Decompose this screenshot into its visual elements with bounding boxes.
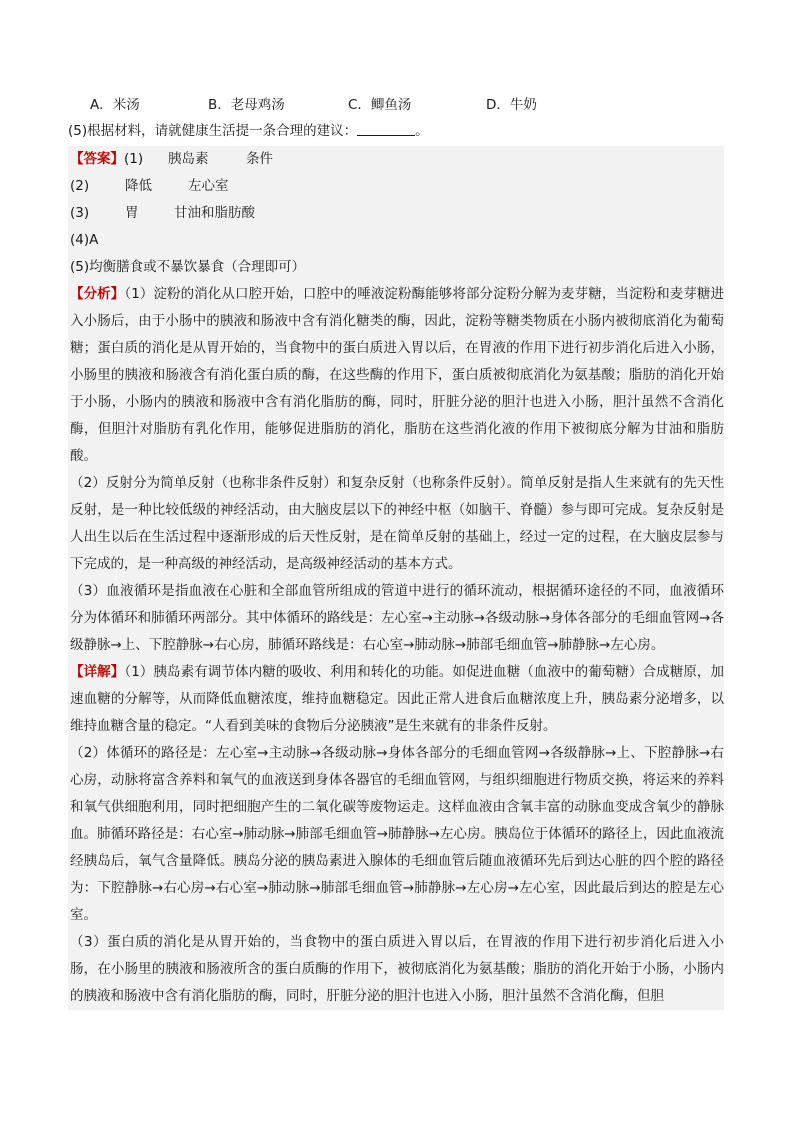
analysis-text-3: （3）血液循环是指血液在心脏和全部血管所组成的管道中进行的循环流动，根据循环途径的不同，血液循环分为体循环和肺循环两部分。其中体循环的路线是：左心室→主动脉→各级动脉→身体各部分的毛细血管网→各级静脉→上、下腔静脉→右心房，肺循环路线是：右心室→肺动脉→肺部毛细血管→肺静脉→左心房。	[70, 583, 724, 653]
answer-row-1	[70, 146, 724, 173]
answer-1-num: (1)	[124, 151, 144, 167]
answer-5-num: (5)	[70, 259, 90, 275]
detail-text-3: （3）蛋白质的消化是从胃开始的，当食物中的蛋白质进入胃以后，在胃液的作用下进行初步消化后进入小肠，在小肠里的胰液和肠液所含的蛋白质酶的作用下，被彻底消化为氨基酸；脂肪的消化开始于小肠，小肠内的胰液和肠液中含有消化脂肪的酶，同时，肝脏分泌的胆汁也进入小肠，胆汁虽然不含消化酶，但胆	[70, 934, 724, 1004]
answer-blank	[357, 121, 415, 136]
document-page	[68, 92, 724, 1010]
answer-3-num: (3)	[70, 205, 90, 221]
answer-4: (4)A	[70, 232, 99, 248]
question-5-text: (5)根据材料，请就健康生活提一条合理的建议：	[68, 123, 358, 139]
answer-2-a: 降低	[125, 178, 152, 194]
analysis-text-1: （1）淀粉的消化从口腔开始，口腔中的唾液淀粉酶能够将部分淀粉分解为麦芽糖，当淀粉和麦芽糖进入小肠后，由于小肠中的胰液和肠液中含有消化糖类的酶，因此，淀粉等糖类物质在小肠内被彻底消化为葡萄糖；蛋白质的消化是从胃开始的，当食物中的蛋白质进入胃以后，在胃液的作用下进行初步消化后进入小肠，小肠里的胰液和肠液含有消化蛋白质的酶，在这些酶的作用下，蛋白质被彻底消化为氨基酸；脂肪的消化开始于小肠，小肠内的胰液和肠液中含有消化脂肪的酶，同时，肝脏分泌的胆汁也进入小肠，胆汁虽然不含消化酶，但胆汁对脂肪有乳化作用，能够促进脂肪的消化，脂肪在这些消化液的作用下被彻底分解为甘油和脂肪酸。	[70, 286, 725, 464]
analysis-para-1	[70, 281, 724, 470]
analysis-text-2: （2）反射分为简单反射（也称非条件反射）和复杂反射（也称条件反射）。简单反射是指人生来就有的先天性反射，是一种比较低级的神经活动，由大脑皮层以下的神经中枢（如脑干、脊髓）参与即可完成。复杂反射是人出生以后在生活过程中逐渐形成的后天性反射，是在简单反射的基础上，经过一定的过程，在大脑皮层参与下完成的，是一种高级的神经活动，是高级神经活动的基本方式。	[70, 475, 724, 572]
option-d: D．牛奶	[486, 97, 537, 113]
detail-para-3	[70, 929, 724, 1010]
question-5-end: 。	[415, 123, 429, 139]
option-b: B．老母鸡汤	[208, 97, 285, 113]
answer-row-4	[70, 227, 724, 254]
detail-para-2	[70, 740, 724, 929]
answer-section	[68, 146, 724, 1010]
analysis-tag: 【分析】	[70, 286, 125, 302]
detail-para-1	[70, 659, 724, 740]
analysis-para-2	[70, 470, 724, 578]
analysis-para-3	[70, 578, 724, 659]
answer-row-5	[70, 254, 724, 281]
choice-options	[68, 92, 724, 118]
answer-5-text: 均衡膳食或不暴饮暴食（合理即可）	[89, 259, 306, 275]
detail-text-2: （2）体循环的路径是：左心室→主动脉→各级动脉→身体各部分的毛细血管网→各级静脉→上、下腔静脉→右心房，动脉将富含养料和氧气的血液送到身体各器官的毛细血管网，与组织细胞进行物质交换，将运来的养料和氧气供细胞利用，同时把细胞产生的二氧化碳等废物运走。这样血液由含氧丰富的动脉血变成含氧少的静脉血。肺循环路径是：右心室→肺动脉→肺部毛细血管→肺静脉→左心房。胰岛位于体循环的路径上，因此血液流经胰岛后，氧气含量降低。胰岛分泌的胰岛素进入腺体的毛细血管后随血液循环先后到达心脏的四个腔的路径为：下腔静脉→右心房→右心室→肺动脉→肺部毛细血管→肺静脉→左心房→左心室，因此最后到达的腔是左心室。	[70, 745, 724, 923]
answer-2-num: (2)	[70, 178, 90, 194]
option-c: C．鲫鱼汤	[348, 97, 412, 113]
answer-3-a: 胃	[125, 205, 139, 221]
detail-text-1: （1）胰岛素有调节体内糖的吸收、利用和转化的功能。如促进血糖（血液中的葡萄糖）合成糖原，加速血糖的分解等，从而降低血糖浓度，维持血糖稳定。因此正常人进食后血糖浓度上升，胰岛素分泌增多，以维持血糖含量的稳定。“人看到美味的食物后分泌胰液”是生来就有的非条件反射。	[70, 664, 725, 734]
option-a: A．米汤	[90, 97, 140, 113]
answer-row-3	[70, 200, 724, 227]
answer-tag: 【答案】	[70, 151, 124, 167]
answer-1-b: 条件	[246, 151, 273, 167]
answer-3-b: 甘油和脂肪酸	[174, 205, 255, 221]
question-5	[68, 118, 724, 144]
answer-2-b: 左心室	[188, 178, 229, 194]
detail-tag: 【详解】	[70, 664, 125, 680]
answer-1-a: 胰岛素	[168, 151, 209, 167]
answer-row-2	[70, 173, 724, 200]
